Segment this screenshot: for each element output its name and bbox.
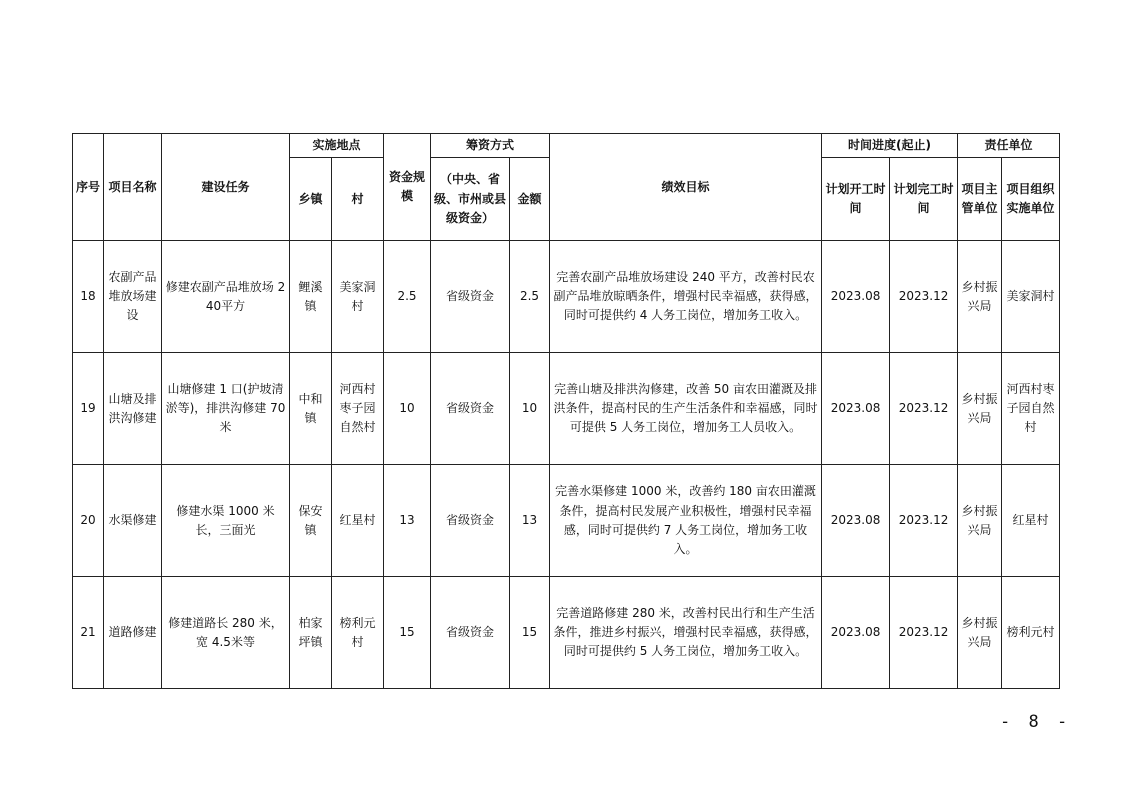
header-amount: 金额 — [510, 158, 550, 241]
cell-amount: 10 — [510, 353, 550, 465]
cell-name: 水渠修建 — [104, 465, 162, 577]
cell-village: 榜利元村 — [332, 577, 384, 689]
cell-town: 中和镇 — [290, 353, 332, 465]
cell-scale: 13 — [384, 465, 431, 577]
cell-amount: 15 — [510, 577, 550, 689]
cell-goal: 完善道路修建 280 米，改善村民出行和生产生活条件，推进乡村振兴，增强村民幸福感，获得感，同时可提供约 5 人务工岗位，增加务工收入。 — [550, 577, 822, 689]
header-manage: 项目主管单位 — [958, 158, 1002, 241]
cell-town: 鲤溪镇 — [290, 241, 332, 353]
cell-end: 2023.12 — [890, 577, 958, 689]
cell-seq: 21 — [73, 577, 104, 689]
cell-name: 道路修建 — [104, 577, 162, 689]
cell-start: 2023.08 — [822, 465, 890, 577]
cell-goal: 完善水渠修建 1000 米，改善约 180 亩农田灌溉条件，提高村民发展产业积极性，增强村民幸福感，同时可提供约 7 人务工岗位，增加务工收入。 — [550, 465, 822, 577]
cell-manage: 乡村振兴局 — [958, 465, 1002, 577]
cell-end: 2023.12 — [890, 241, 958, 353]
cell-start: 2023.08 — [822, 577, 890, 689]
cell-org: 河西村枣子园自然村 — [1002, 353, 1060, 465]
project-table — [72, 133, 1060, 689]
cell-manage: 乡村振兴局 — [958, 353, 1002, 465]
cell-village: 红星村 — [332, 465, 384, 577]
cell-seq: 18 — [73, 241, 104, 353]
header-name: 项目名称 — [104, 134, 162, 241]
cell-task: 修建水渠 1000 米长，三面光 — [162, 465, 290, 577]
header-start: 计划开工时间 — [822, 158, 890, 241]
table-row — [73, 353, 1060, 465]
header-org: 项目组织实施单位 — [1002, 158, 1060, 241]
cell-scale: 10 — [384, 353, 431, 465]
page-number: - 8 - — [1000, 712, 1072, 732]
cell-goal: 完善山塘及排洪沟修建，改善 50 亩农田灌溉及排洪条件，提高村民的生产生活条件和幸福感，同时可提供 5 人务工岗位，增加务工人员收入。 — [550, 353, 822, 465]
cell-end: 2023.12 — [890, 353, 958, 465]
header-source: （中央、省级、市州或县级资金） — [431, 158, 510, 241]
cell-org: 美家洞村 — [1002, 241, 1060, 353]
header-task: 建设任务 — [162, 134, 290, 241]
table-row — [73, 465, 1060, 577]
header-schedule: 时间进度(起止) — [822, 134, 958, 158]
header-funding: 筹资方式 — [431, 134, 550, 158]
cell-org: 红星村 — [1002, 465, 1060, 577]
cell-seq: 19 — [73, 353, 104, 465]
cell-amount: 2.5 — [510, 241, 550, 353]
cell-source: 省级资金 — [431, 241, 510, 353]
cell-seq: 20 — [73, 465, 104, 577]
cell-name: 山塘及排洪沟修建 — [104, 353, 162, 465]
header-end: 计划完工时间 — [890, 158, 958, 241]
cell-scale: 2.5 — [384, 241, 431, 353]
cell-town: 保安镇 — [290, 465, 332, 577]
header-goal: 绩效目标 — [550, 134, 822, 241]
cell-start: 2023.08 — [822, 353, 890, 465]
cell-goal: 完善农副产品堆放场建设 240 平方，改善村民农副产品堆放晾晒条件，增强村民幸福感，获得感，同时可提供约 4 人务工岗位，增加务工收入。 — [550, 241, 822, 353]
cell-source: 省级资金 — [431, 577, 510, 689]
cell-org: 榜利元村 — [1002, 577, 1060, 689]
header-scale: 资金规模 — [384, 134, 431, 241]
header-seq: 序号 — [73, 134, 104, 241]
cell-amount: 13 — [510, 465, 550, 577]
table-row — [73, 241, 1060, 353]
table-row — [73, 577, 1060, 689]
cell-name: 农副产品堆放场建设 — [104, 241, 162, 353]
cell-town: 柏家坪镇 — [290, 577, 332, 689]
header-location: 实施地点 — [290, 134, 384, 158]
cell-task: 山塘修建 1 口(护坡清淤等)，排洪沟修建 70 米 — [162, 353, 290, 465]
cell-source: 省级资金 — [431, 353, 510, 465]
header-row-1 — [73, 134, 1060, 158]
cell-manage: 乡村振兴局 — [958, 577, 1002, 689]
header-resp: 责任单位 — [958, 134, 1060, 158]
cell-end: 2023.12 — [890, 465, 958, 577]
cell-manage: 乡村振兴局 — [958, 241, 1002, 353]
header-village: 村 — [332, 158, 384, 241]
cell-task: 修建道路长 280 米，宽 4.5米等 — [162, 577, 290, 689]
cell-village: 美家洞村 — [332, 241, 384, 353]
cell-start: 2023.08 — [822, 241, 890, 353]
cell-task: 修建农副产品堆放场 240平方 — [162, 241, 290, 353]
cell-source: 省级资金 — [431, 465, 510, 577]
cell-scale: 15 — [384, 577, 431, 689]
header-town: 乡镇 — [290, 158, 332, 241]
cell-village: 河西村枣子园自然村 — [332, 353, 384, 465]
